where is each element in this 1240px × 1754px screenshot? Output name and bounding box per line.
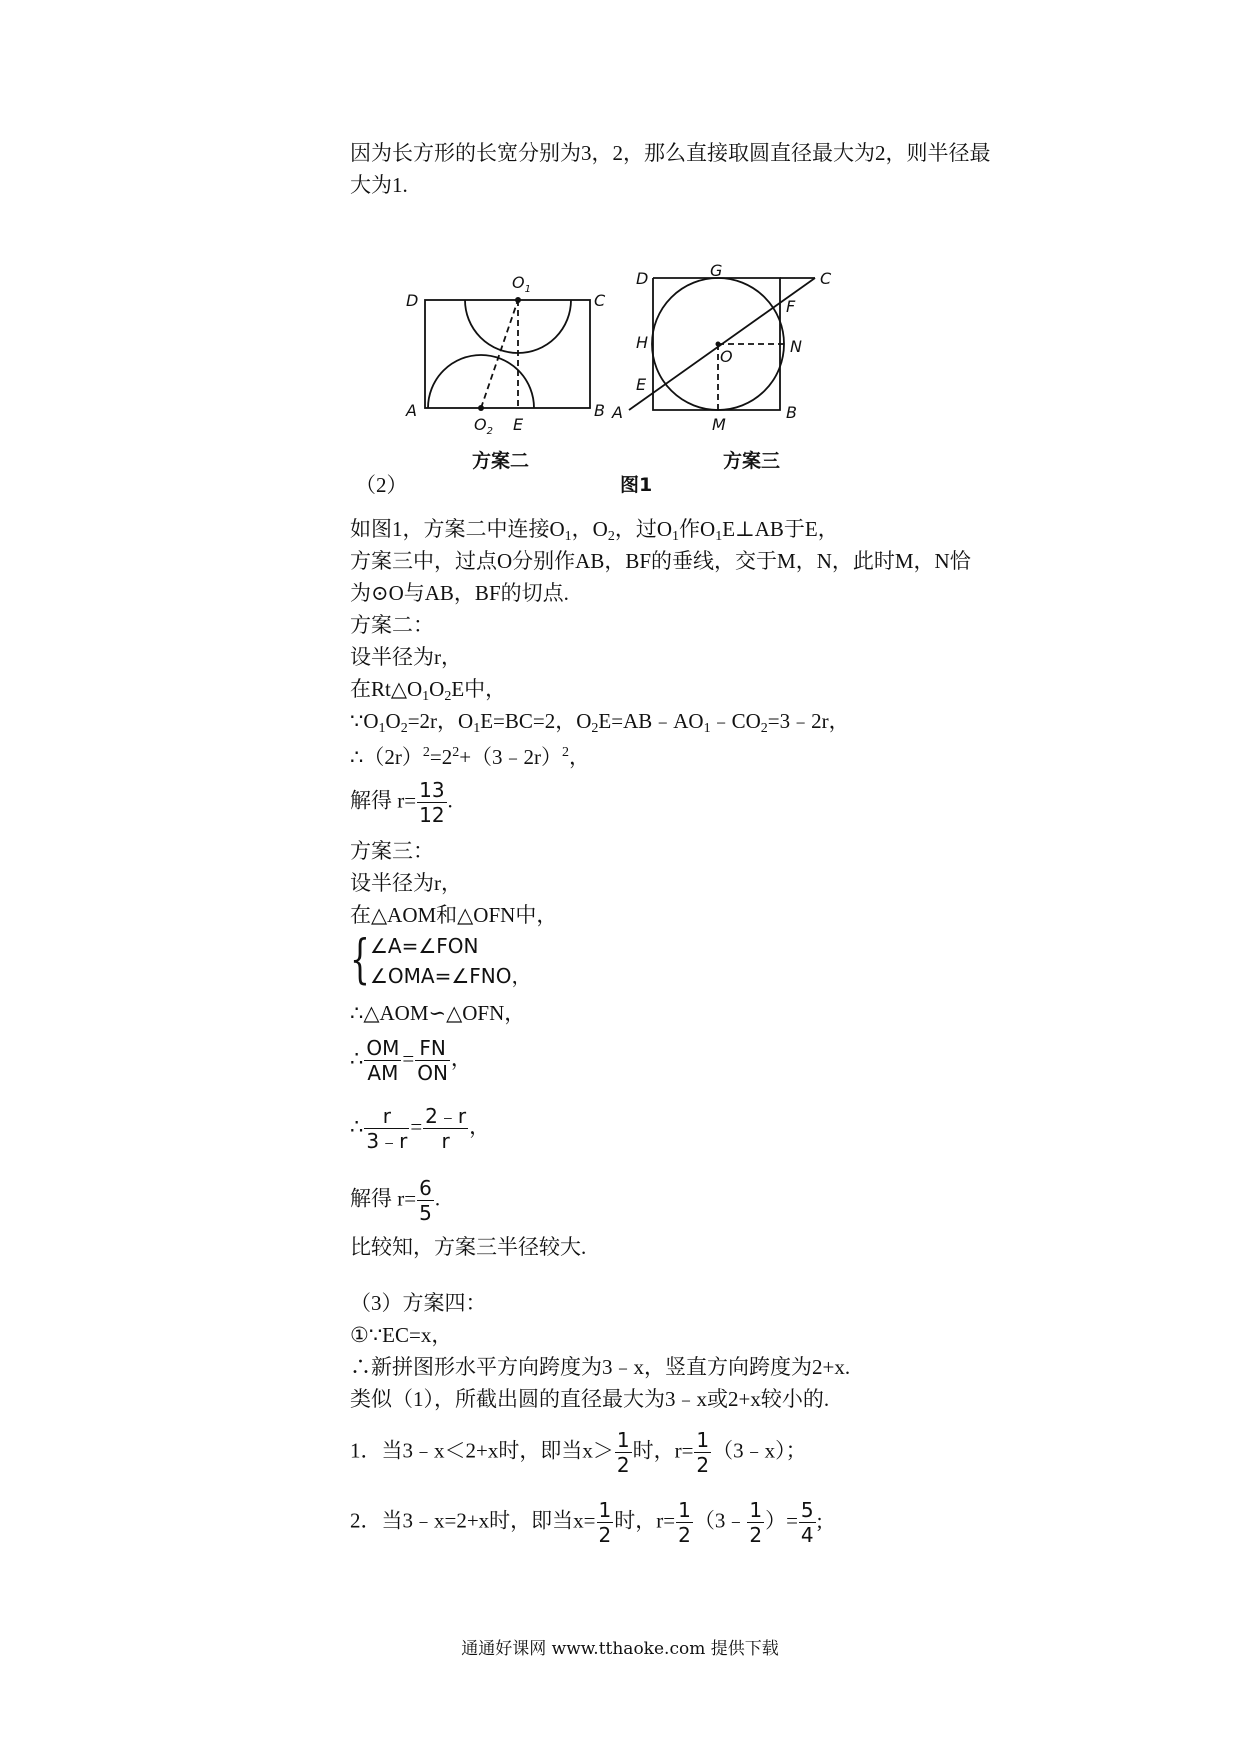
part3-title: （3）方案四： — [350, 1291, 487, 1315]
part3-line-3: 类似（1），所截出圆的直径最大为3﹣x或2+x较小的. — [350, 1387, 830, 1411]
page-footer: 通通好课网 www.tthaoke.com 提供下载 — [461, 1639, 779, 1659]
fraction-FN-ON: $\frac{FN}{ON}$ — [417, 1036, 448, 1085]
fraction-6-5: $\frac{6}{5}$ — [419, 1176, 432, 1225]
label-E-left: E — [513, 415, 524, 434]
fraction-1-2: $\frac{1}{2}$ — [749, 1498, 763, 1547]
plan2-rectangle — [425, 300, 590, 408]
label-G: G — [710, 261, 723, 280]
fraction-2minusr-r: $\frac{2﹣r}{r}$ — [425, 1104, 467, 1153]
case-2-line: 2．当3﹣x=2+x时，即当x= $\frac{1}{2}$ 时，r= $\frac{1}{2}$ （3﹣ $\frac{1}{2}$ ）= $\frac{5}{4}$ ; — [350, 1498, 823, 1547]
plan2-equation: $\therefore(2r)^2=2^2+(3﹣2r)^2$， — [350, 745, 591, 769]
comparison-line: 比较知，方案三半径较大. — [350, 1235, 587, 1259]
plan3-solution: 解得 r= $\frac{6}{5}$ . — [350, 1176, 441, 1225]
fraction-5-4: $\frac{5}{4}$ — [800, 1498, 814, 1547]
fraction-1-2: $\frac{1}{2}$ — [598, 1498, 612, 1547]
label-O2: $O_2$ — [474, 415, 493, 437]
case-1-line: 1．当3﹣x＜2+x时，即当x＞ $\frac{1}{2}$ 时，r= $\frac{1}{2}$ （3﹣x）； — [350, 1428, 807, 1477]
intro-line-2: 大为1. — [350, 173, 408, 197]
fraction-OM-AM: $\frac{OM}{AM}$ — [366, 1036, 400, 1085]
plan3-title: 方案三： — [350, 839, 434, 863]
system-line-1: ∠A=∠FON — [370, 934, 479, 958]
part2-label: （2） — [355, 473, 408, 497]
label-O: O — [720, 347, 733, 366]
label-E-right: E — [636, 375, 647, 394]
system-line-2: ∠OMA=∠FNO， — [370, 964, 532, 988]
label-O1: $O_1$ — [512, 273, 531, 295]
label-N: N — [790, 337, 802, 356]
plan2-solution: 解得 r= $\frac{13}{12}$ . — [350, 778, 453, 827]
label-D-right: D — [636, 269, 649, 288]
ratio-line: ∴ $\frac{OM}{AM}$ = $\frac{FN}{ON}$ ， — [350, 1036, 472, 1085]
part3-line-2: ∴新拼图形水平方向跨度为3﹣x，竖直方向跨度为2+x. — [350, 1355, 851, 1379]
system-brace: { — [350, 930, 370, 990]
plan3-caption: 方案三 — [723, 450, 781, 472]
plan2-dashed-O1O2 — [481, 300, 518, 408]
part2-line-1: 如图1，方案二中连接$O_1$，$O_2$，过$O_1$作$O_1E\perp AB$于E， — [350, 517, 839, 544]
fraction-1-2: $\frac{1}{2}$ — [696, 1428, 710, 1477]
label-H: H — [636, 333, 649, 352]
plan2-in: 在$Rt\triangle O_1O_2E$中， — [350, 677, 507, 704]
label-M: M — [712, 415, 726, 434]
label-D-left: D — [406, 291, 419, 310]
plan2-title: 方案二： — [350, 613, 434, 637]
intro-line-1: 因为长方形的长宽分别为3，2，那么直接取圆直径最大为2，则半径最 — [350, 141, 991, 165]
plan2-point-O1 — [515, 297, 521, 303]
plan3-point-O — [716, 342, 721, 347]
plan3-let: 设半径为r， — [350, 871, 462, 895]
plan2-diagram — [425, 300, 590, 408]
figure-caption: 图1 — [620, 474, 653, 496]
label-F: F — [786, 297, 796, 316]
label-B-left: B — [594, 401, 605, 420]
plan2-caption: 方案二 — [472, 450, 530, 472]
part3-line-1: ①∵EC=x， — [350, 1323, 453, 1347]
label-A-right: A — [612, 403, 623, 422]
r-ratio-line: ∴ $\frac{r}{3﹣r}$ = $\frac{2﹣r}{r}$ ， — [350, 1104, 491, 1153]
fraction-r-3minusr: $\frac{r}{3﹣r}$ — [366, 1104, 408, 1153]
fraction-1-2: $\frac{1}{2}$ — [616, 1428, 630, 1477]
part2-line-3: 为⊙O与AB，BF的切点. — [350, 581, 569, 605]
label-C-right: C — [820, 269, 832, 288]
plan2-point-O2 — [478, 405, 484, 411]
label-C-left: C — [594, 291, 606, 310]
fraction-13-12: $\frac{13}{12}$ — [419, 778, 445, 827]
plan2-let: 设半径为r， — [350, 645, 462, 669]
plan3-in: 在△AOM和△OFN中， — [350, 903, 558, 927]
fraction-1-2: $\frac{1}{2}$ — [678, 1498, 691, 1547]
figure-1 — [400, 260, 860, 440]
part2-line-2: 方案三中，过点O分别作AB，BF的垂线，交于M，N，此时M，N恰 — [350, 549, 971, 573]
label-B-right: B — [786, 403, 797, 422]
label-A-left: A — [406, 401, 417, 420]
similarity-line: ∴△AOM∽△OFN， — [350, 1001, 526, 1025]
plan2-because: $\because O_1O_2=2r$，$O_1E=BC=2$，$O_2E=AB﹣AO_1﹣CO_2=3﹣2r$， — [350, 709, 850, 736]
